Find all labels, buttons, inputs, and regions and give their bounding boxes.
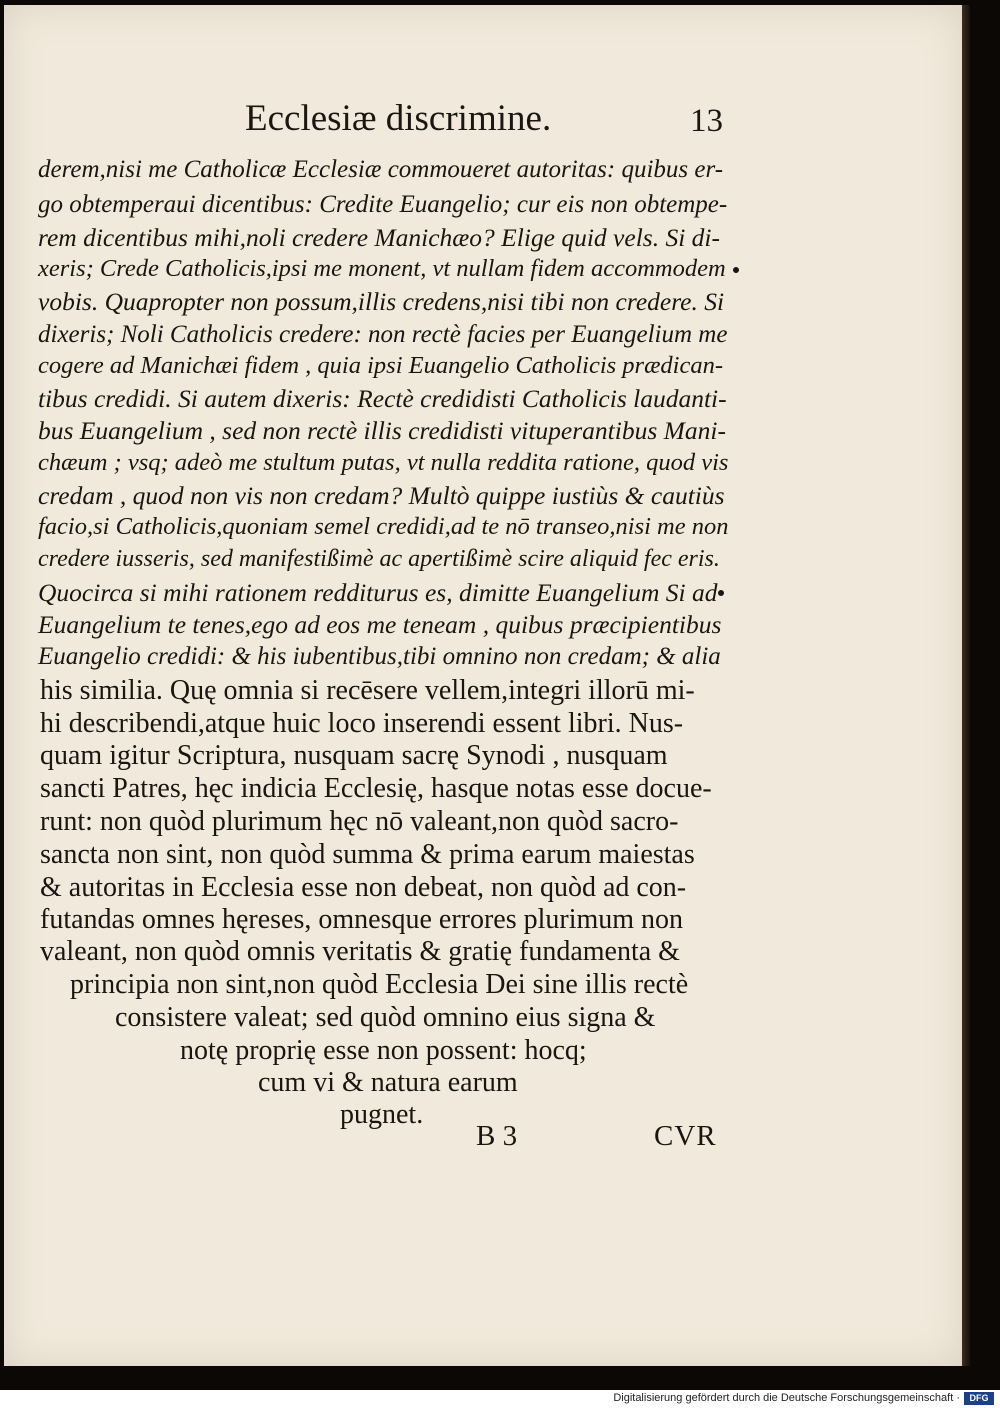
- text-line: cum vi & natura earum: [258, 1067, 518, 1098]
- text-line: runt: non quòd plurimum hęc nō valeant,non quòd sacro-: [40, 806, 679, 837]
- text-line: credam , quod non vis non credam? Multò quippe iustiùs & cautiùs: [38, 481, 725, 510]
- text-line: futandas omnes hęreses, omnesque errores plurimum non: [40, 904, 684, 935]
- text-line: rem dicentibus mihi,noli credere Manichæo? Elige quid vels. Si di-: [38, 223, 720, 252]
- text-line: pugnet.: [340, 1099, 424, 1130]
- text-line: dixeris; Noli Catholicis credere: non rectè facies per Euangelium me: [38, 321, 728, 348]
- text-line: chæum ; vsq; adeò me stultum putas, vt nulla reddita ratione, quod vis: [38, 449, 729, 476]
- catchword: CVR: [654, 1120, 717, 1152]
- text-line: cogere ad Manichæi fidem , quia ipsi Euangelio Catholicis prædican-: [38, 352, 724, 379]
- text-line: bus Euangelium , sed non rectè illis credidisti vituperantibus Mani-: [38, 416, 726, 445]
- text-line: tibus credidi. Si autem dixeris: Rectè credidisti Catholicis laudanti-: [38, 384, 727, 413]
- page-edge-shadow: [962, 5, 970, 1366]
- text-line: valeant, non quòd omnis veritatis & gratię fundamenta &: [40, 936, 680, 967]
- running-title: Ecclesiæ discrimine.: [245, 98, 552, 139]
- funding-credit: Digitalisierung gefördert durch die Deutsche Forschungsgemeinschaft ·: [613, 1392, 960, 1404]
- text-line: quam igitur Scriptura, nusquam sacrę Synodi , nusquam: [40, 740, 668, 771]
- text-line: sancta non sint, non quòd summa & prima earum maiestas: [40, 839, 695, 870]
- text-line: derem,nisi me Catholicæ Ecclesiæ commoueret autoritas: quibus er-: [38, 156, 724, 183]
- text-line: Euangelio credidi: & his iubentibus,tibi omnino non credam; & alia: [38, 643, 721, 670]
- signature-mark: B 3: [476, 1120, 518, 1152]
- text-line: Quocirca si mihi rationem redditurus es, dimitte Euangelium Si ad: [38, 578, 718, 607]
- text-line: Euangelium te tenes,ego ad eos me teneam , quibus præcipientibus: [38, 610, 722, 639]
- text-line: xeris; Crede Catholicis,ipsi me monent, vt nullam fidem accommodem: [38, 255, 726, 282]
- dfg-logo: DFG: [964, 1392, 994, 1405]
- text-line: credere iusseris, sed manifestißimè ac apertißimè scire aliquid fec eris.: [38, 546, 720, 572]
- text-line: sancti Patres, hęc indicia Ecclesię, hasque notas esse docue-: [40, 773, 712, 804]
- margin-dot: [733, 267, 739, 273]
- text-line: hi describendi,atque huic loco inserendi essent libri. Nus-: [40, 708, 684, 739]
- text-line: principia non sint,non quòd Ecclesia Dei sine illis rectè: [70, 969, 689, 1000]
- text-line: his similia. Quę omnia si recēsere vellem,integri illorū mi-: [40, 675, 695, 706]
- text-line: vobis. Quapropter non possum,illis credens,nisi tibi non credere. Si: [38, 287, 725, 316]
- margin-dot: [718, 590, 724, 596]
- text-line: facio,si Catholicis,quoniam semel credidi,ad te nō transeo,nisi me non: [38, 513, 729, 540]
- text-line: consistere valeat; sed quòd omnino eius signa &: [115, 1002, 656, 1033]
- text-line: go obtemperaui dicentibus: Credite Euangelio; cur eis non obtempe-: [38, 191, 728, 218]
- text-line: notę proprię esse non possent: hocq;: [180, 1035, 587, 1066]
- text-line: & autoritas in Ecclesia esse non debeat, non quòd ad con-: [40, 872, 687, 903]
- page-number: 13: [690, 103, 723, 139]
